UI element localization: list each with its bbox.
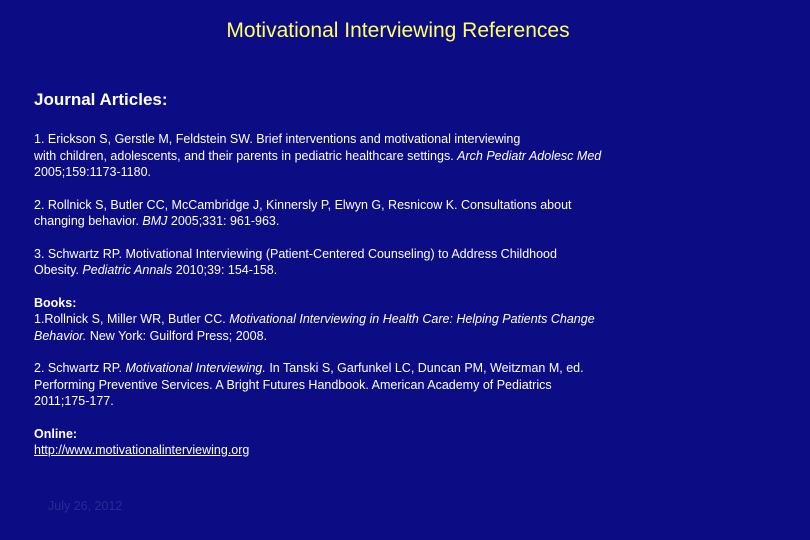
books-heading: Books: [34, 295, 77, 310]
ref-line [34, 442, 694, 459]
journal-name: BMJ [142, 214, 168, 228]
slide-date: July 26, 2012 [48, 499, 123, 513]
ref-line [34, 262, 694, 279]
ref-line [34, 311, 694, 328]
journal-articles-heading: Journal Articles: [34, 90, 168, 109]
ref-text: In Tanski S, Garfunkel LC, Duncan PM, Weitzman M, ed. [265, 361, 584, 375]
book-title: Behavior. [34, 328, 87, 343]
journal-reference-2 [34, 197, 694, 230]
journal-name: Arch Pediatr Adolesc Med [457, 148, 602, 163]
ref-line [34, 360, 694, 377]
ref-line: 2. Rollnick S, Butler CC, McCambridge J, Kinnersly P, Elwyn G, Resnicow K. Consultations about [34, 197, 572, 212]
online-reference [34, 426, 694, 459]
website-link[interactable]: http://www.motivationalinterviewing.org [34, 443, 250, 457]
journal-name: Pediatric Annals [82, 263, 173, 277]
ref-line: 3. Schwartz RP. Motivational Interviewing (Patient-Centered Counseling) to Address Childhood [34, 246, 557, 261]
ref-text: New York: Guilford Press; 2008. [86, 328, 267, 343]
book-title: Motivational Interviewing. [125, 361, 266, 375]
ref-line: 2005;159:1173-1180. [34, 165, 152, 179]
ref-text: 1.Rollnick S, Miller WR, Butler CC. [34, 312, 230, 326]
ref-text: 2010;39: 154-158. [172, 263, 278, 277]
ref-line [34, 213, 694, 230]
ref-text: 2. Schwartz RP. [34, 361, 126, 375]
ref-text: changing behavior. [34, 214, 143, 228]
online-heading: Online: [34, 426, 78, 441]
ref-line: Performing Preventive Services. A Bright Futures Handbook. American Academy of Pediatrics [34, 377, 552, 392]
ref-text: with children, adolescents, and their parents in pediatric healthcare settings. [34, 148, 458, 163]
ref-text: Obesity. [34, 263, 83, 277]
book-reference-1 [34, 295, 694, 345]
slide-title: Motivational Interviewing References [226, 19, 570, 42]
references-content [34, 90, 694, 459]
ref-line: 1. Erickson S, Gerstle M, Feldstein SW. Brief interventions and motivational interviewing [34, 132, 521, 146]
ref-line [34, 148, 694, 165]
ref-text: 2005;331: 961-963. [167, 214, 280, 228]
ref-line [34, 328, 694, 345]
ref-line: 2011;175-177. [34, 394, 114, 408]
journal-reference-1 [34, 131, 694, 181]
book-title: Motivational Interviewing in Health Care: Helping Patients Change [229, 312, 595, 326]
book-reference-2 [34, 360, 694, 410]
journal-reference-3 [34, 246, 694, 279]
